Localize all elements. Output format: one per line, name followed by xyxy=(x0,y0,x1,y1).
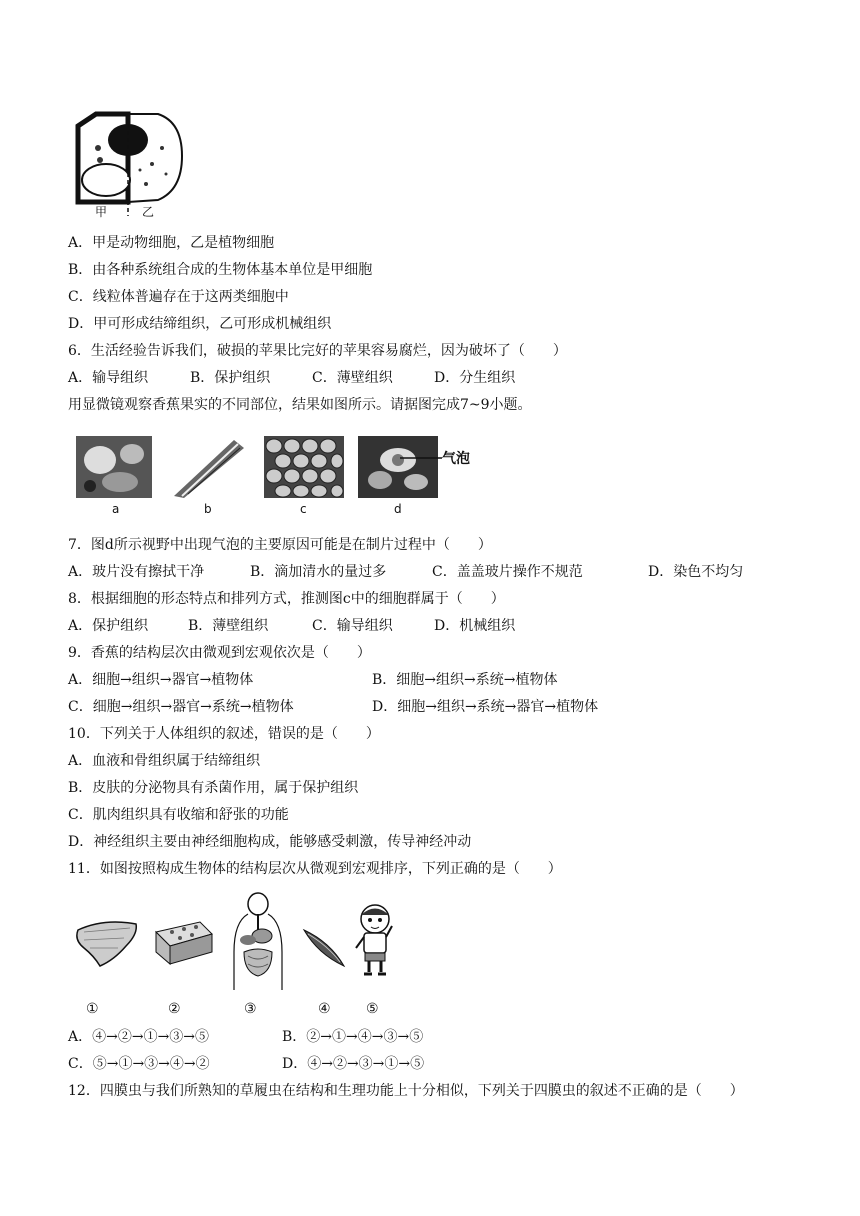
q11-figure-label-2: ② xyxy=(168,1001,181,1017)
q5-option-a: A．甲是动物细胞，乙是植物细胞 xyxy=(68,235,275,251)
q9-option-a: A．细胞→组织→器官→植物体 xyxy=(68,672,254,688)
q11-figure-label-3: ③ xyxy=(244,1001,257,1017)
q12-stem: 12．四膜虫与我们所熟知的草履虫在结构和生理功能上十分相似，下列关于四膜虫的叙述不正确的是（ ） xyxy=(68,1083,744,1099)
q8-option-d: D．机械组织 xyxy=(434,618,516,634)
micrograph-c xyxy=(264,436,344,498)
q11-option-b: B．②→①→④→③→⑤ xyxy=(282,1029,424,1045)
q7-option-a: A．玻片没有擦拭干净 xyxy=(68,564,205,580)
q11-option-d: D．④→②→③→①→⑤ xyxy=(282,1056,425,1072)
q5-option-b: B．由各种系统组合成的生物体基本单位是甲细胞 xyxy=(68,262,373,278)
q11-figure-label-4: ④ xyxy=(318,1001,331,1017)
digestive-system-figure xyxy=(228,892,288,992)
intro-7-9: 用显微镜观察香蕉果实的不同部位，结果如图所示。请据图完成7~9小题。 xyxy=(68,397,532,413)
q9-option-c: C．细胞→组织→器官→系统→植物体 xyxy=(68,699,294,715)
epithelial-tissue-figure xyxy=(152,918,214,968)
q7-stem: 7．图d所示视野中出现气泡的主要原因可能是在制片过程中（ ） xyxy=(68,537,492,553)
q11-option-c: C．⑤→①→③→④→② xyxy=(68,1056,210,1072)
q8-stem: 8．根据细胞的形态特点和排列方式，推测图c中的细胞群属于（ ） xyxy=(68,591,505,607)
muscle-cell-figure xyxy=(300,926,348,970)
liver-organ-figure xyxy=(74,916,140,972)
q10-stem: 10．下列关于人体组织的叙述，错误的是（ ） xyxy=(68,726,380,742)
q5-option-d: D．甲可形成结缔组织，乙可形成机械组织 xyxy=(68,316,332,332)
q6-option-c: C．薄壁组织 xyxy=(312,370,393,386)
micrograph-b xyxy=(168,436,244,498)
q5-option-c: C．线粒体普遍存在于这两类细胞中 xyxy=(68,289,289,305)
q7-option-b: B．滴加清水的量过多 xyxy=(250,564,387,580)
q8-option-a: A．保护组织 xyxy=(68,618,149,634)
bubble-pointer xyxy=(400,452,442,464)
boy-figure xyxy=(350,902,400,978)
q6-option-b: B．保护组织 xyxy=(190,370,271,386)
micrograph-label-c: c xyxy=(300,502,307,516)
q11-figure-label-1: ① xyxy=(86,1001,99,1017)
q8-option-b: B．薄壁组织 xyxy=(188,618,269,634)
q8-option-c: C．输导组织 xyxy=(312,618,393,634)
q9-stem: 9．香蕉的结构层次由微观到宏观依次是（ ） xyxy=(68,645,371,661)
q6-stem: 6．生活经验告诉我们，破损的苹果比完好的苹果容易腐烂，因为破坏了（ ） xyxy=(68,343,567,359)
q6-option-a: A．输导组织 xyxy=(68,370,149,386)
q10-option-c: C．肌肉组织具有收缩和舒张的功能 xyxy=(68,807,289,823)
q10-option-a: A．血液和骨组织属于结缔组织 xyxy=(68,753,261,769)
q11-option-a: A．④→②→①→③→⑤ xyxy=(68,1029,210,1045)
cell-label-jia: 甲 xyxy=(95,205,108,219)
cell-label-yi: 乙 xyxy=(142,205,155,219)
q10-option-b: B．皮肤的分泌物具有杀菌作用，属于保护组织 xyxy=(68,780,359,796)
bubble-label: 气泡 xyxy=(442,451,470,467)
q7-option-c: C．盖盖玻片操作不规范 xyxy=(432,564,583,580)
q11-figure-label-5: ⑤ xyxy=(366,1001,379,1017)
micrograph-d xyxy=(358,436,438,498)
micrograph-label-a: a xyxy=(112,502,120,516)
micrograph-a xyxy=(76,436,152,498)
cell-comparison-figure xyxy=(70,104,190,216)
q9-option-b: B．细胞→组织→系统→植物体 xyxy=(372,672,558,688)
q7-option-d: D．染色不均匀 xyxy=(648,564,744,580)
q6-option-d: D．分生组织 xyxy=(434,370,516,386)
q9-option-d: D．细胞→组织→系统→器官→植物体 xyxy=(372,699,599,715)
q10-option-d: D．神经组织主要由神经细胞构成，能够感受刺激，传导神经冲动 xyxy=(68,834,472,850)
micrograph-label-b: b xyxy=(204,502,212,516)
q11-stem: 11．如图按照构成生物体的结构层次从微观到宏观排序，下列正确的是（ ） xyxy=(68,861,562,877)
micrograph-label-d: d xyxy=(394,502,402,516)
